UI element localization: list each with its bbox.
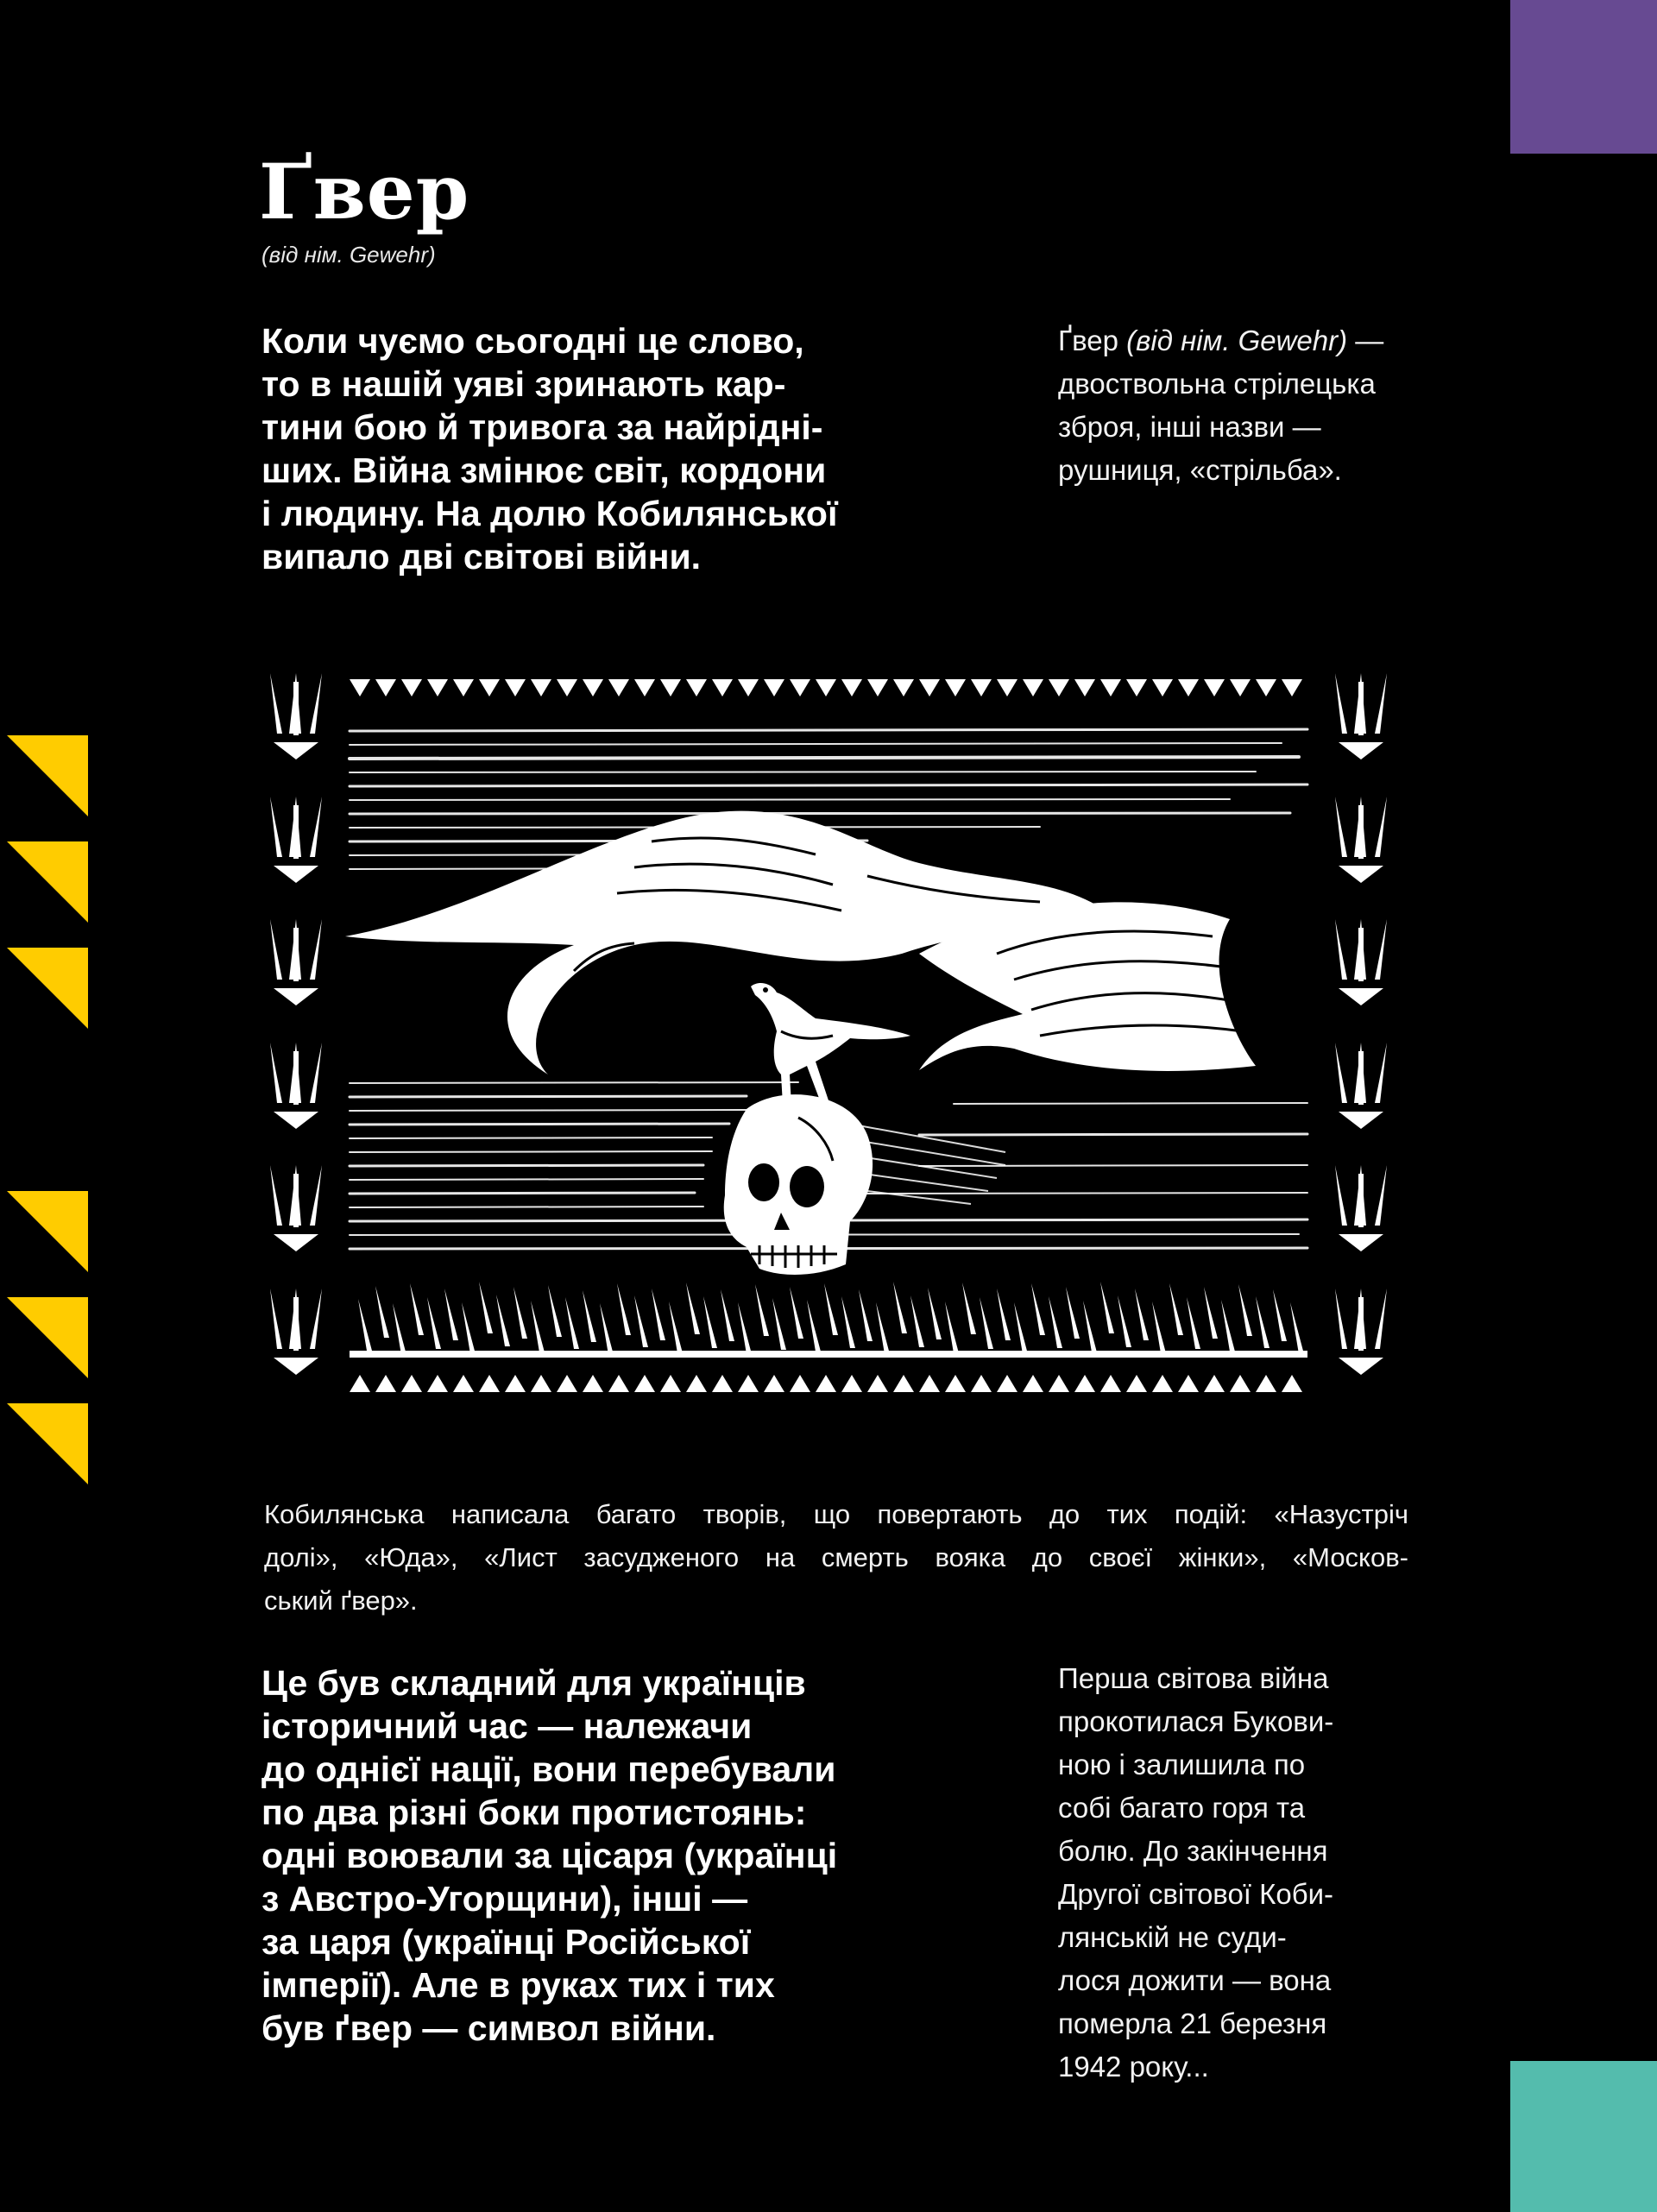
crow-icon [751, 983, 910, 1105]
teal-corner-tab [1510, 2061, 1657, 2212]
left-trident-border [270, 673, 322, 1375]
sidenote-line: померла 21 березня [1058, 2007, 1327, 2039]
lead-line: був ґвер — символ війни. [261, 2008, 716, 2048]
yellow-triangle-icon [7, 1297, 88, 1378]
definition-first-line [1058, 319, 1438, 362]
sidenote-line: собі багато горя та [1058, 1792, 1306, 1824]
yellow-triangle-icon [7, 1191, 88, 1272]
lead-line: ших. Війна змінює світ, кордони [261, 451, 827, 490]
yellow-triangle-icon [7, 735, 88, 816]
lead-paragraph-2 [261, 1661, 952, 2050]
definition-note [1058, 319, 1438, 492]
definition-line: зброя, інші назви — [1058, 411, 1321, 443]
definition-dash: — [1347, 325, 1384, 356]
history-sidenote [1058, 1657, 1438, 2089]
definition-line: двоствольна стрілецька [1058, 368, 1376, 400]
works-line: Кобилянська написала багато творів, що повертають до тих подій: «Назустріч [264, 1499, 1408, 1529]
lead-line: по два різні боки протистоянь: [261, 1793, 807, 1832]
grass-icon [350, 1282, 1307, 1358]
sidenote-line: прокотилася Букови- [1058, 1705, 1334, 1737]
bottom-zigzag [350, 1375, 1302, 1392]
works-paragraph [264, 1493, 1408, 1623]
lead-line: і людину. На долю Кобилянської [261, 494, 838, 533]
war-illustration [263, 669, 1394, 1420]
sidenote-line: ною і залишила по [1058, 1749, 1306, 1780]
lead-line: Це був складний для українців [261, 1663, 806, 1703]
lead-line: Коли чуємо сьогодні це слово, [261, 321, 804, 361]
yellow-triangle-icon [7, 948, 88, 1029]
definition-term: Ґвер [1058, 325, 1118, 356]
lead-line: імперії). Але в руках тих і тих [261, 1965, 775, 2005]
purple-corner-tab [1510, 0, 1657, 154]
lead-line: то в нашій уяві зринають кар- [261, 364, 786, 404]
sidenote-line: 1942 року... [1058, 2051, 1209, 2083]
lead-line: випало дві світові війни. [261, 537, 702, 577]
sidenote-line: лянській не суди- [1058, 1921, 1287, 1953]
sidenote-line: болю. До закінчення [1058, 1835, 1328, 1867]
lead-line: з Австро-Угорщини), інші — [261, 1879, 748, 1919]
lead-paragraph-1 [261, 319, 952, 578]
title-etymology: (від нім. Gewehr) [261, 242, 436, 268]
right-trident-border [1335, 673, 1387, 1375]
yellow-triangle-icon [7, 1403, 88, 1484]
lead-line: за царя (українці Російської [261, 1922, 751, 1962]
definition-line: рушниця, «стрільба». [1058, 454, 1342, 486]
works-line: долі», «Юда», «Лист засудженого на смерть вояка до своєї жінки», «Москов- [264, 1542, 1408, 1572]
works-line: ський ґвер». [264, 1585, 418, 1616]
sidenote-line: Перша світова війна [1058, 1662, 1329, 1694]
definition-origin: (від нім. Gewehr) [1126, 325, 1348, 356]
sidenote-line: лося дожити — вона [1058, 1964, 1332, 1996]
yellow-triangle-icon [7, 841, 88, 923]
lead-line: до однієї нації, вони перебували [261, 1749, 836, 1789]
lead-line: тини бою й тривога за найрідні- [261, 407, 823, 447]
top-zigzag [350, 679, 1302, 696]
lead-line: одні воювали за цісаря (українці [261, 1836, 838, 1875]
page-title: Ґвер [259, 147, 470, 236]
lead-line: історичний час — належачи [261, 1706, 753, 1746]
sidenote-line: Другої світової Коби- [1058, 1878, 1334, 1910]
